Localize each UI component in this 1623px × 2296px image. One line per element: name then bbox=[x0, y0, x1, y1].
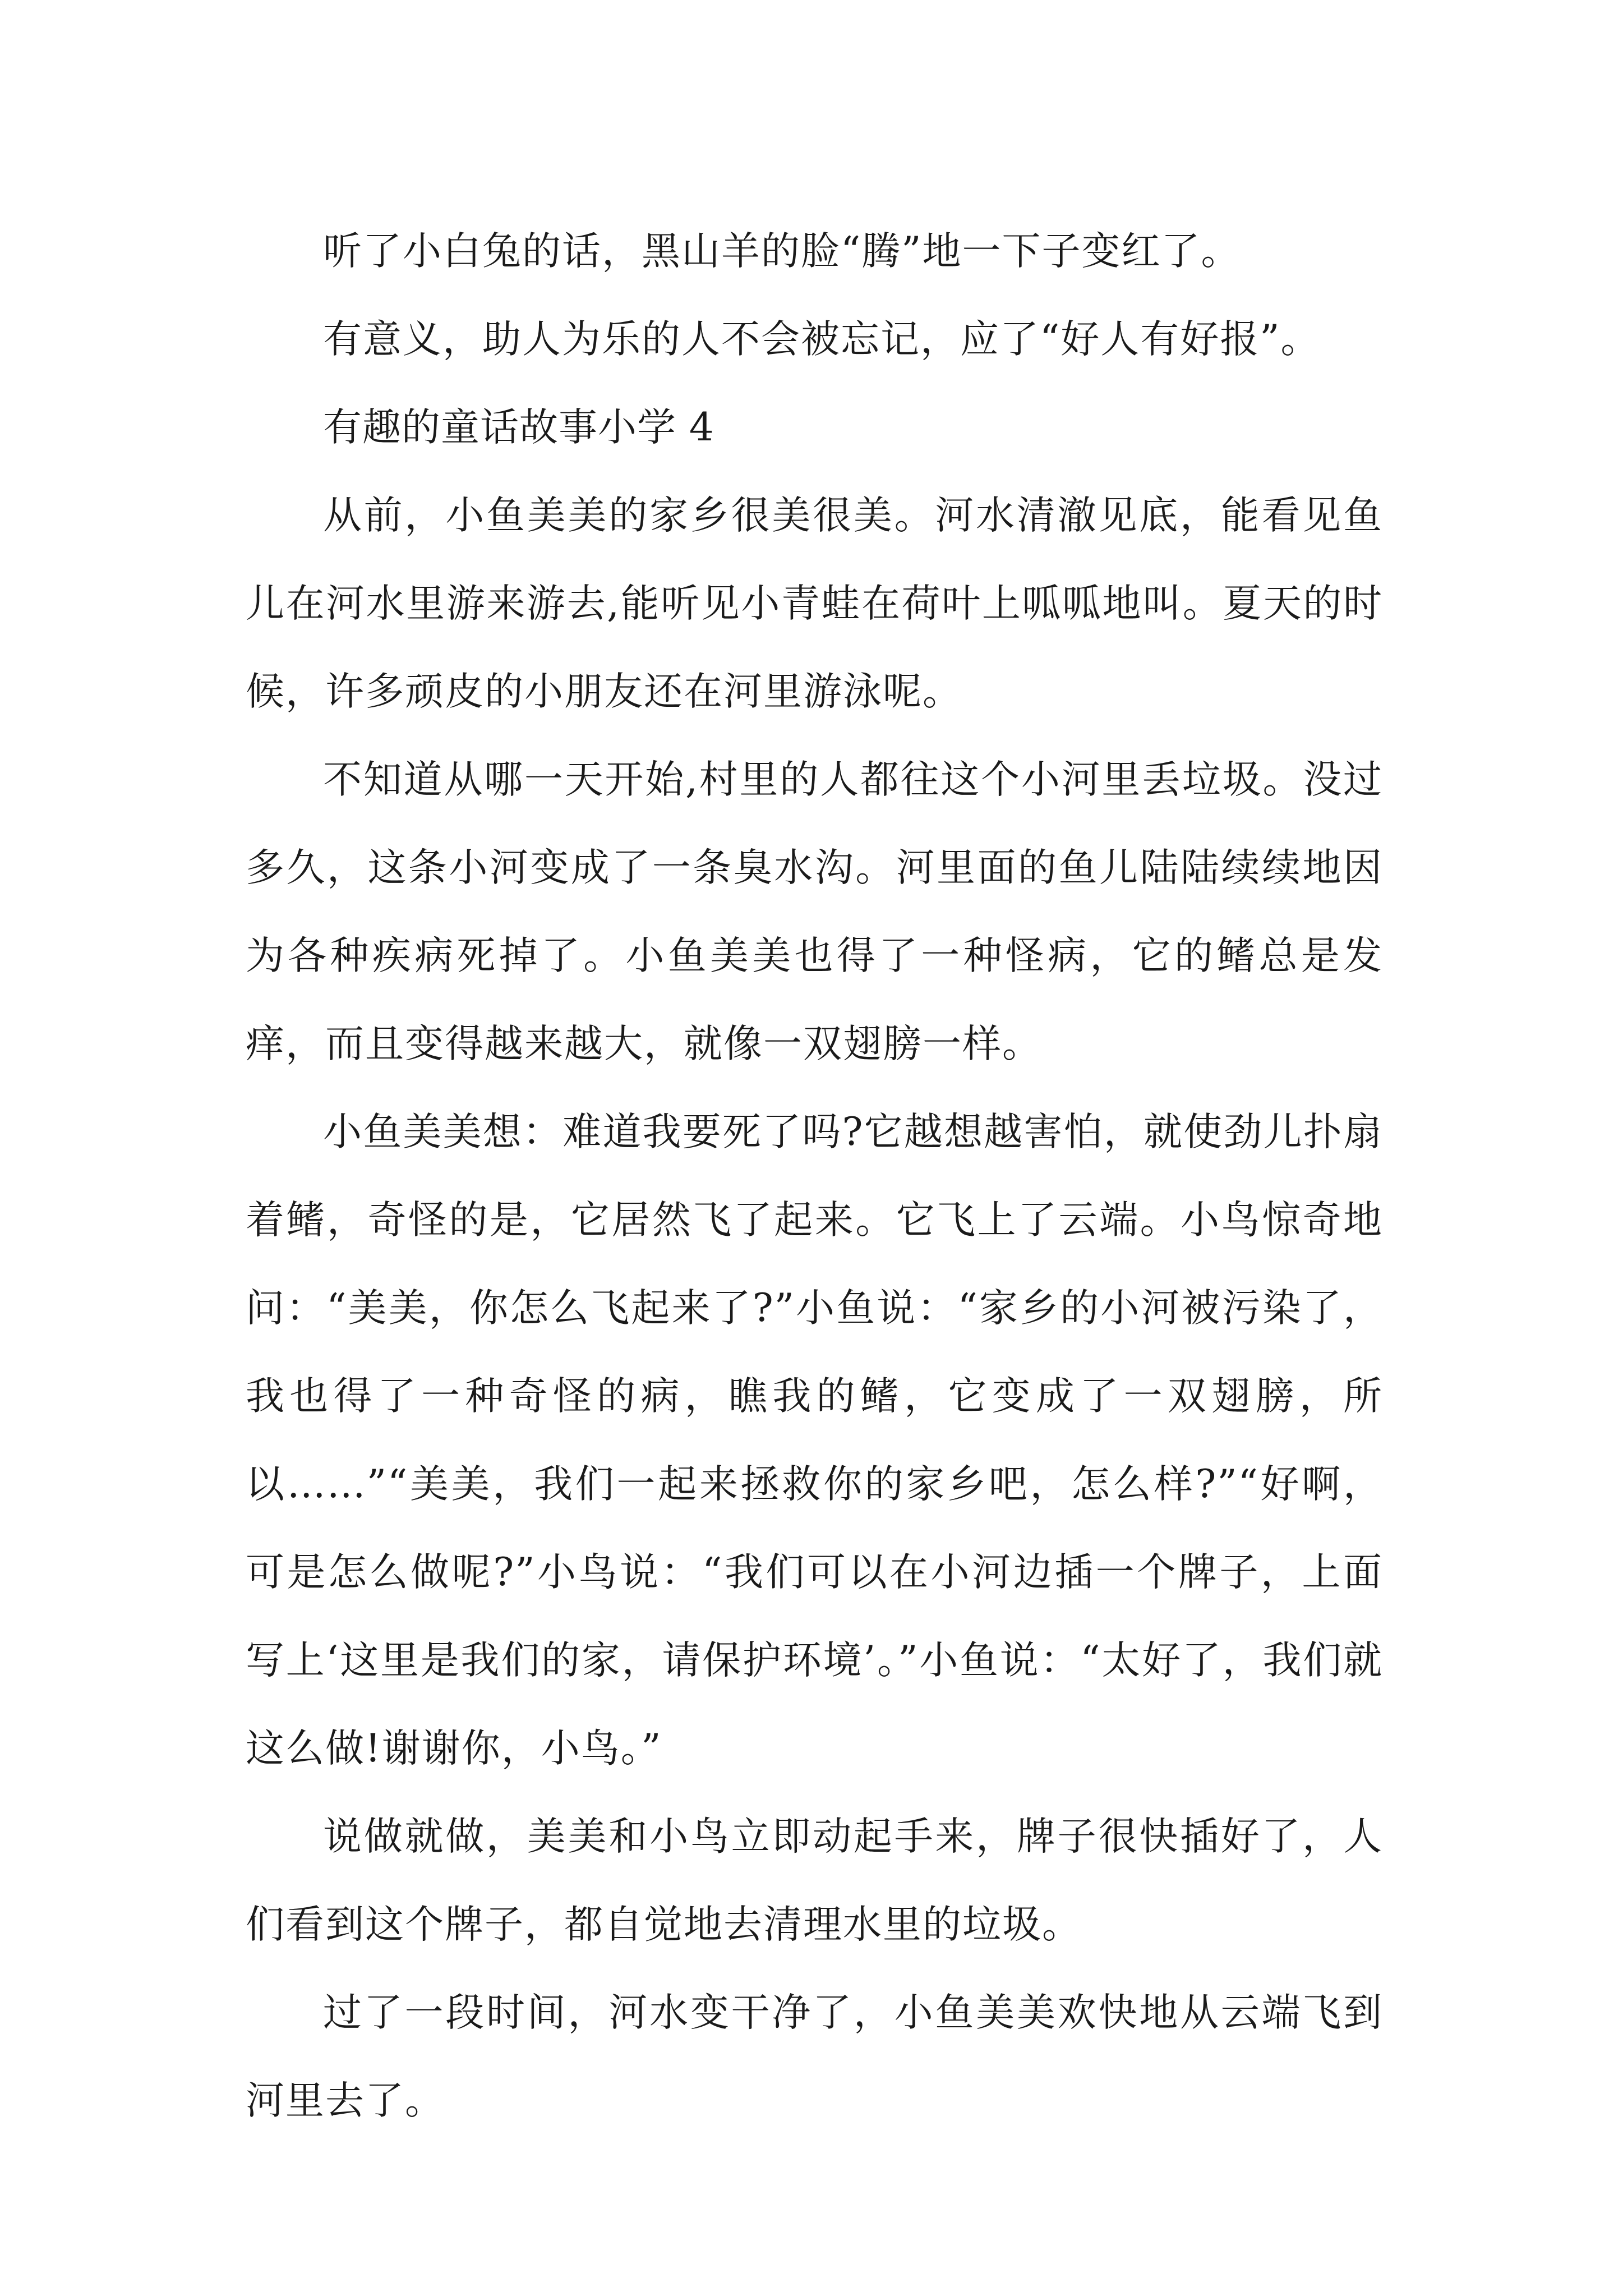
paragraph-5: 小鱼美美想：难道我要死了吗?它越想越害怕，就使劲儿扑扇着鳍，奇怪的是，它居然飞了起来。它飞上了云端。小鸟惊奇地问：“美美，你怎么飞起来了?”小鱼说：“家乡的小河被污染了，我也得了一种奇怪的病，瞧我的鳍，它变成了一双翅膀，所以……”“美美，我们一起来拯救你的家乡吧，怎么样?”“好啊，可是怎么做呢?”小鸟说：“我们可以在小河边插一个牌子，上面写上‘这里是我们的家，请保护环境’。”小鱼说：“太好了，我们就这么做!谢谢你，小鸟。” bbox=[246, 1110, 1383, 1771]
paragraph-6: 说做就做，美美和小鸟立即动起手来，牌子很快插好了，人们看到这个牌子，都自觉地去清理水里的垃圾。 bbox=[246, 1814, 1383, 1947]
paragraph-3: 从前，小鱼美美的家乡很美很美。河水清澈见底，能看见鱼儿在河水里游来游去,能听见小青蛙在荷叶上呱呱地叫。夏天的时候，许多顽皮的小朋友还在河里游泳呢。 bbox=[246, 493, 1383, 714]
paragraph-1: 听了小白兔的话，黑山羊的脸“腾”地一下子变红了。 bbox=[323, 229, 1241, 274]
section-heading: 有趣的童话故事小学 4 bbox=[323, 405, 714, 450]
paragraph-2: 有意义，助人为乐的人不会被忘记，应了“好人有好报”。 bbox=[323, 317, 1321, 362]
paragraph-4: 不知道从哪一天开始,村里的人都往这个小河里丢垃圾。没过多久，这条小河变成了一条臭水沟。河里面的鱼儿陆陆续续地因为各种疾病死掉了。小鱼美美也得了一种怪病，它的鳍总是发痒，而且变得越来越大，就像一双翅膀一样。 bbox=[246, 757, 1383, 1066]
paragraph-7: 过了一段时间，河水变干净了，小鱼美美欢快地从云端飞到河里去了。 bbox=[246, 1990, 1383, 2123]
document-body bbox=[246, 208, 1383, 2145]
